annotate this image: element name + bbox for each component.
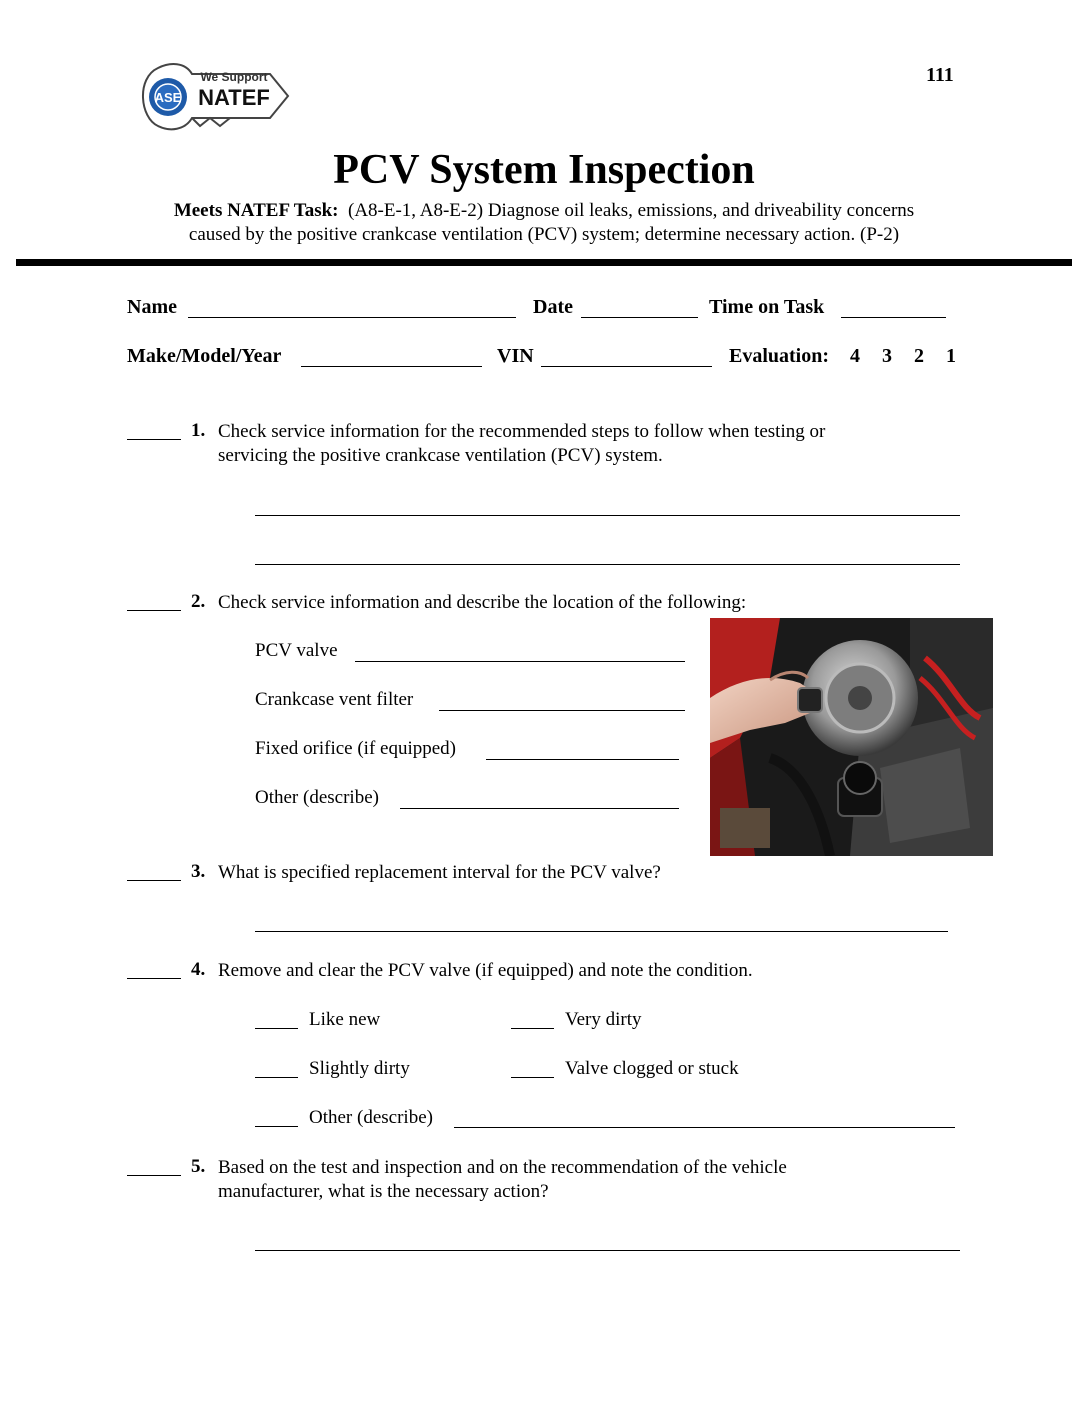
evaluation-label: Evaluation:: [729, 345, 830, 367]
evaluation-score-1[interactable]: 1: [946, 345, 956, 367]
name-field[interactable]: [188, 317, 516, 318]
evaluation-score-2[interactable]: 2: [914, 345, 924, 367]
step-2-number: 2.: [191, 591, 206, 612]
location-vent-filter-field[interactable]: [439, 710, 685, 711]
pcv-valve-photo: [710, 618, 993, 856]
step-2-text: Check service information and describe the location of the following:: [218, 592, 747, 613]
location-pcv-valve-label: PCV valve: [255, 640, 338, 661]
condition-slightly-dirty-check[interactable]: [255, 1077, 298, 1078]
location-pcv-valve-field[interactable]: [355, 661, 685, 662]
step-1-answer-line-1[interactable]: [255, 515, 960, 516]
step-1-answer-line-2[interactable]: [255, 564, 960, 565]
step-5-line2: manufacturer, what is the necessary action?: [218, 1181, 549, 1202]
make-model-year-label: Make/Model/Year: [127, 345, 282, 367]
condition-slightly-dirty-label: Slightly dirty: [309, 1058, 410, 1079]
step-5-text: [218, 1156, 787, 1204]
task-description: [60, 199, 1028, 247]
step-5-number: 5.: [191, 1156, 206, 1177]
step-1-checkoff[interactable]: [127, 439, 181, 440]
step-2-checkoff[interactable]: [127, 610, 181, 611]
step-4-text: Remove and clear the PCV valve (if equipped) and note the condition.: [218, 960, 753, 981]
condition-other-label: Other (describe): [309, 1107, 433, 1128]
step-3-checkoff[interactable]: [127, 880, 181, 881]
ase-badge-text: ASE: [154, 90, 182, 105]
location-fixed-orifice-field[interactable]: [486, 759, 679, 760]
task-line2: caused by the positive crankcase ventilation (PCV) system; determine necessary action. (P-2): [188, 224, 900, 245]
evaluation-score-4[interactable]: 4: [850, 345, 860, 367]
location-vent-filter-label: Crankcase vent filter: [255, 689, 414, 710]
time-on-task-field[interactable]: [841, 317, 946, 318]
step-3-number: 3.: [191, 861, 206, 882]
step-5-checkoff[interactable]: [127, 1175, 181, 1176]
vin-field[interactable]: [541, 366, 712, 367]
location-other-field[interactable]: [400, 808, 679, 809]
condition-very-dirty-check[interactable]: [511, 1028, 554, 1029]
step-1-text: [218, 420, 825, 468]
step-1-line1: Check service information for the recommended steps to follow when testing or: [218, 421, 826, 442]
location-other-label: Other (describe): [255, 787, 379, 808]
step-5-line1: Based on the test and inspection and on the recommendation of the vehicle: [218, 1157, 787, 1178]
condition-clogged-label: Valve clogged or stuck: [565, 1058, 739, 1079]
natef-logo: [130, 60, 295, 140]
time-on-task-label: Time on Task: [709, 296, 825, 318]
condition-other-field[interactable]: [454, 1127, 955, 1128]
condition-other-check[interactable]: [255, 1126, 298, 1127]
step-4-checkoff[interactable]: [127, 978, 181, 979]
header-divider: [16, 259, 1072, 266]
logo-top-text: We Support: [200, 70, 268, 84]
step-1-number: 1.: [191, 420, 206, 441]
condition-clogged-check[interactable]: [511, 1077, 554, 1078]
name-label: Name: [127, 296, 177, 318]
condition-like-new-check[interactable]: [255, 1028, 298, 1029]
condition-very-dirty-label: Very dirty: [565, 1009, 642, 1030]
step-4-number: 4.: [191, 959, 206, 980]
make-model-year-field[interactable]: [301, 366, 482, 367]
location-fixed-orifice-label: Fixed orifice (if equipped): [255, 738, 457, 759]
evaluation-score-3[interactable]: 3: [882, 345, 892, 367]
step-1-line2: servicing the positive crankcase ventilation (PCV) system.: [218, 445, 663, 466]
date-label: Date: [533, 296, 573, 318]
page-title: PCV System Inspection: [333, 147, 755, 193]
vin-label: VIN: [497, 345, 534, 367]
page-number: 111: [926, 64, 954, 86]
task-label: Meets NATEF Task:: [173, 200, 339, 221]
task-line1: (A8-E-1, A8-E-2) Diagnose oil leaks, emissions, and driveability concerns: [348, 200, 915, 221]
step-3-answer-line[interactable]: [255, 931, 948, 932]
step-3-text: What is specified replacement interval for the PCV valve?: [218, 862, 661, 883]
logo-brand-text: NATEF: [198, 85, 270, 110]
date-field[interactable]: [581, 317, 698, 318]
condition-like-new-label: Like new: [309, 1009, 381, 1030]
step-5-answer-line[interactable]: [255, 1250, 960, 1251]
